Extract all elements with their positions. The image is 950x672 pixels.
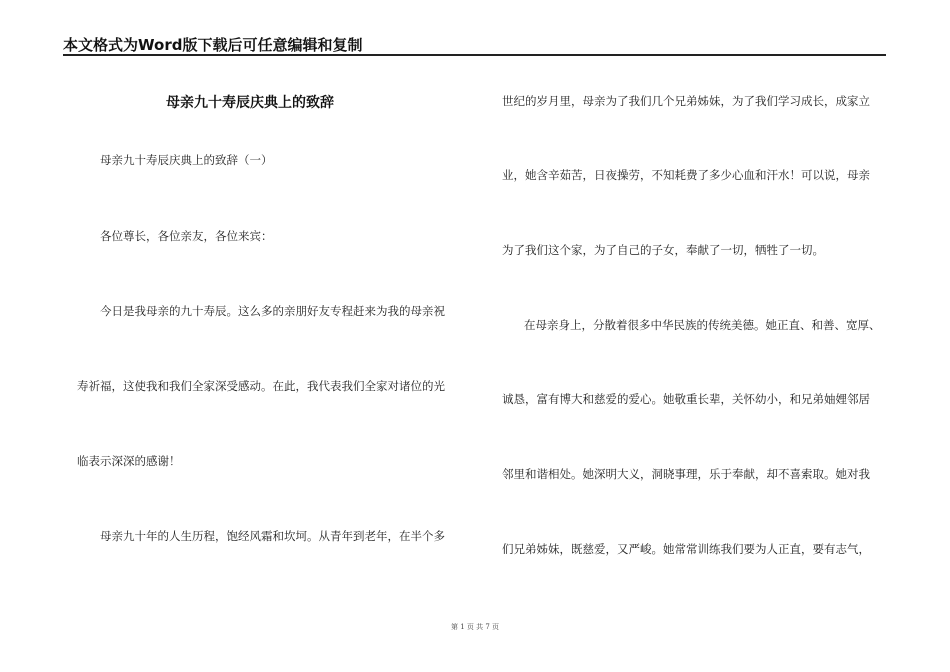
document-title: 母亲九十寿辰庆典上的致辞 <box>166 95 334 111</box>
paragraph-line: 临表示深深的感谢！ <box>77 454 181 468</box>
header-note: 本文格式为Word版下载后可任意编辑和复制 <box>63 36 363 54</box>
paragraph-line: 母亲九十寿辰庆典上的致辞（一） <box>100 153 273 167</box>
paragraph-line: 们兄弟姊妹，既慈爱，又严峻。她常常训练我们要为人正直，要有志气， <box>502 542 870 556</box>
paragraph-line: 为了我们这个家，为了自己的子女，奉献了一切，牺牲了一切。 <box>502 243 824 257</box>
paragraph-line: 诚恳，富有博大和慈爱的爱心。她敬重长辈，关怀幼小，和兄弟妯娌邻居 <box>502 392 870 406</box>
paragraph-line: 业，她含辛茹苦，日夜操劳，不知耗费了多少心血和汗水！可以说，母亲 <box>502 168 870 182</box>
paragraph-line: 寿祈福，这使我和我们全家深受感动。在此，我代表我们全家对诸位的光 <box>77 379 445 393</box>
paragraph-line: 各位尊长，各位亲友，各位来宾： <box>100 229 273 243</box>
paragraph-line: 邻里和谐相处。她深明大义，洞晓事理，乐于奉献，却不喜索取。她对我 <box>502 467 870 481</box>
paragraph-line: 母亲九十年的人生历程，饱经风霜和坎坷。从青年到老年，在半个多 <box>100 529 445 543</box>
paragraph-line: 今日是我母亲的九十寿辰。这么多的亲朋好友专程赶来为我的母亲祝 <box>100 304 445 318</box>
paragraph-line: 在母亲身上，分散着很多中华民族的传统美德。她正直、和善、宽厚、 <box>524 318 881 332</box>
paragraph-line: 世纪的岁月里，母亲为了我们几个兄弟姊妹，为了我们学习成长，成家立 <box>502 94 870 108</box>
page-number: 第 1 页 共 7 页 <box>450 623 500 631</box>
header-divider <box>63 54 886 56</box>
